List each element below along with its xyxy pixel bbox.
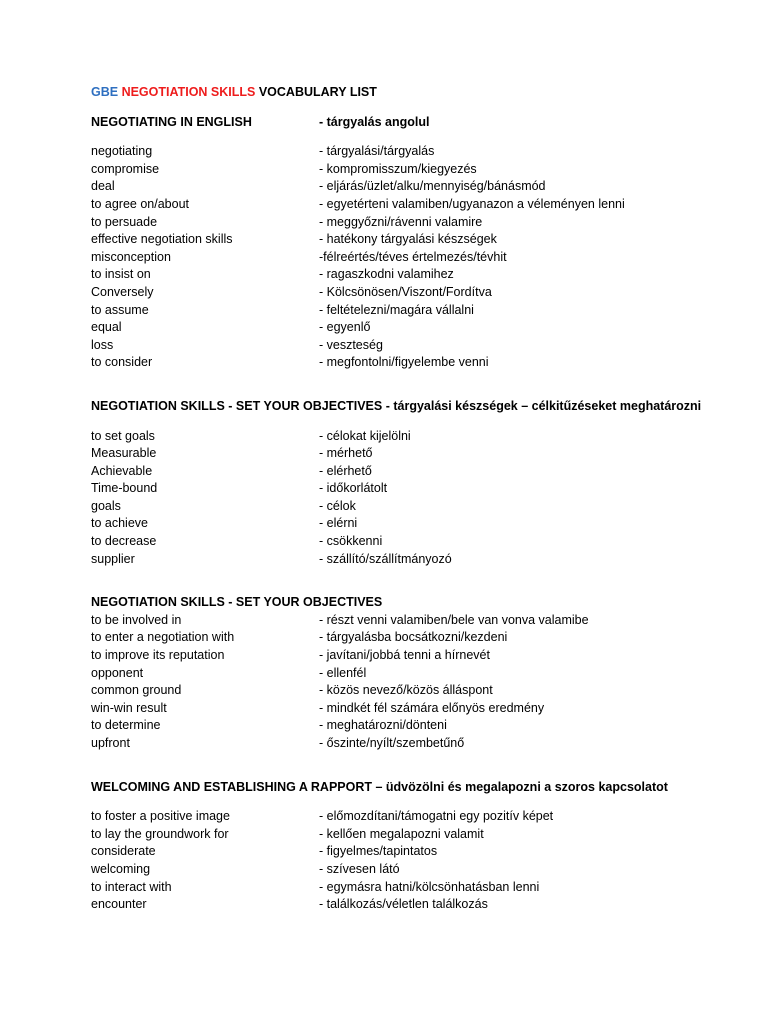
vocab-term-en: equal — [91, 320, 122, 335]
vocab-row — [91, 428, 731, 446]
vocab-term-en: encounter — [91, 897, 147, 912]
vocab-term-hu: - egyetérteni valamiben/ugyanazon a véleményen lenni — [319, 196, 625, 211]
vocab-row — [91, 735, 731, 753]
vocab-row — [91, 682, 731, 700]
title-gbe: GBE — [91, 85, 122, 99]
vocab-term-en: to interact with — [91, 879, 172, 894]
vocab-term-hu: - tárgyalásba bocsátkozni/kezdeni — [319, 630, 508, 645]
vocab-list — [91, 808, 731, 914]
vocab-term-hu: - mérhető — [319, 446, 373, 461]
vocab-term-en: negotiating — [91, 144, 153, 159]
vocab-term-hu: - ellenfél — [319, 665, 367, 680]
section-heading — [91, 114, 731, 132]
vocab-term-hu: - kellően megalapozni valamit — [319, 826, 484, 841]
vocab-row — [91, 178, 731, 196]
vocab-term-en: deal — [91, 179, 115, 194]
vocab-term-en: welcoming — [91, 861, 151, 876]
vocab-term-en: win-win result — [91, 700, 167, 715]
vocab-term-en: to persuade — [91, 214, 158, 229]
vocab-term-hu: - feltételezni/magára vállalni — [319, 302, 474, 317]
vocab-row — [91, 861, 731, 879]
vocab-term-en: common ground — [91, 683, 182, 698]
vocab-term-hu: - időkorlátolt — [319, 481, 388, 496]
vocab-term-en: loss — [91, 337, 114, 352]
vocab-term-en: misconception — [91, 249, 171, 264]
vocab-term-en: to consider — [91, 355, 153, 370]
vocab-term-hu: - csökkenni — [319, 534, 383, 549]
vocab-term-en: considerate — [91, 844, 156, 859]
section-set-objectives-2 — [91, 594, 731, 752]
vocab-term-hu: - elérhető — [319, 463, 372, 478]
vocab-row — [91, 612, 731, 630]
vocab-row — [91, 231, 731, 249]
section-welcoming-rapport — [91, 779, 731, 914]
vocab-row — [91, 879, 731, 897]
vocab-term-hu: - találkozás/véletlen találkozás — [319, 897, 488, 912]
vocab-term-en: to agree on/about — [91, 196, 189, 211]
vocab-term-hu: - javítani/jobbá tenni a hírnevét — [319, 648, 490, 663]
vocab-term-hu: - célok — [319, 498, 356, 513]
vocab-term-hu: - közös nevező/közös álláspont — [319, 683, 493, 698]
section-heading: NEGOTIATION SKILLS - SET YOUR OBJECTIVES — [91, 595, 383, 610]
vocab-list — [91, 612, 731, 753]
vocab-term-en: to lay the groundwork for — [91, 826, 229, 841]
section-set-objectives-1 — [91, 398, 731, 568]
vocab-row — [91, 445, 731, 463]
vocab-term-en: compromise — [91, 161, 160, 176]
vocab-row — [91, 700, 731, 718]
vocab-term-en: to improve its reputation — [91, 648, 225, 663]
title-negotiation-skills: NEGOTIATION SKILLS — [121, 85, 259, 99]
vocab-row — [91, 647, 731, 665]
vocab-row — [91, 629, 731, 647]
vocab-row — [91, 665, 731, 683]
vocab-term-en: to insist on — [91, 267, 151, 282]
vocab-term-hu: - Kölcsönösen/Viszont/Fordítva — [319, 284, 492, 299]
vocab-row — [91, 196, 731, 214]
vocab-term-en: to assume — [91, 302, 149, 317]
vocab-term-en: goals — [91, 498, 121, 513]
vocab-row — [91, 480, 731, 498]
vocab-term-hu: - célokat kijelölni — [319, 428, 411, 443]
vocab-term-hu: - tárgyalási/tárgyalás — [319, 144, 435, 159]
vocab-term-en: to enter a negotiation with — [91, 630, 235, 645]
vocab-term-en: opponent — [91, 665, 144, 680]
vocab-term-hu: - szívesen látó — [319, 861, 400, 876]
section-negotiating-in-english — [91, 114, 731, 372]
title-vocabulary-list: VOCABULARY LIST — [258, 85, 377, 99]
vocab-term-en: to determine — [91, 718, 161, 733]
vocab-row — [91, 498, 731, 516]
vocab-term-hu: - előmozdítani/támogatni egy pozitív képet — [319, 809, 554, 824]
vocab-term-hu: - figyelmes/tapintatos — [319, 844, 438, 859]
vocab-row — [91, 533, 731, 551]
section-heading: NEGOTIATION SKILLS - SET YOUR OBJECTIVES - tárgyalási készségek – célkitűzéseket meghatározni — [91, 398, 702, 413]
vocab-row — [91, 515, 731, 533]
vocab-term-hu: - ragaszkodni valamihez — [319, 267, 454, 282]
vocab-term-en: to foster a positive image — [91, 809, 230, 824]
vocab-term-hu: - veszteség — [319, 337, 383, 352]
vocab-term-hu: - meggyőzni/rávenni valamire — [319, 214, 483, 229]
vocab-term-hu: - hatékony tárgyalási készségek — [319, 232, 497, 247]
vocab-row — [91, 284, 731, 302]
vocab-term-en: to set goals — [91, 428, 155, 443]
vocab-row — [91, 843, 731, 861]
vocab-row — [91, 214, 731, 232]
vocab-term-en: effective negotiation skills — [91, 232, 233, 247]
vocab-term-hu: -félreértés/téves értelmezés/tévhit — [319, 249, 507, 264]
vocab-term-en: Time-bound — [91, 481, 158, 496]
vocab-term-en: upfront — [91, 736, 130, 750]
vocab-term-en: Conversely — [91, 284, 154, 299]
vocab-term-hu: - mindkét fél számára előnyös eredmény — [319, 700, 545, 715]
vocab-row — [91, 266, 731, 284]
vocab-term-hu: - kompromisszum/kiegyezés — [319, 161, 477, 176]
vocab-row — [91, 143, 731, 161]
vocab-term-hu: - szállító/szállítmányozó — [319, 551, 452, 566]
vocab-term-en: Achievable — [91, 463, 153, 478]
vocab-row — [91, 717, 731, 735]
vocab-row — [91, 808, 731, 826]
vocab-row — [91, 896, 731, 914]
section-heading-hu: - tárgyalás angolul — [319, 114, 430, 129]
vocab-row — [91, 463, 731, 481]
vocab-term-hu: - őszinte/nyílt/szembetűnő — [319, 736, 465, 750]
vocab-term-hu: - részt venni valamiben/bele van vonva valamibe — [319, 612, 589, 627]
vocab-row — [91, 161, 731, 179]
vocab-row — [91, 302, 731, 320]
section-heading-en: NEGOTIATING IN ENGLISH — [91, 114, 252, 129]
vocab-row — [91, 337, 731, 355]
document-title — [91, 84, 731, 102]
vocab-term-hu: - egymásra hatni/kölcsönhatásban lenni — [319, 879, 540, 894]
vocab-row — [91, 826, 731, 844]
vocab-term-hu: - egyenlő — [319, 320, 371, 335]
vocab-term-hu: - megfontolni/figyelembe venni — [319, 355, 489, 370]
vocab-row — [91, 249, 731, 267]
vocab-term-hu: - meghatározni/dönteni — [319, 718, 447, 733]
vocab-row — [91, 551, 731, 569]
vocab-term-en: to be involved in — [91, 612, 182, 627]
section-heading: WELCOMING AND ESTABLISHING A RAPPORT – üdvözölni és megalapozni a szoros kapcsolatot — [91, 779, 668, 794]
vocab-term-en: to decrease — [91, 534, 157, 549]
vocab-list — [91, 143, 731, 372]
vocab-term-en: to achieve — [91, 516, 148, 531]
vocab-list — [91, 428, 731, 569]
vocab-term-en: Measurable — [91, 446, 157, 461]
document-page — [91, 84, 731, 914]
vocab-term-hu: - elérni — [319, 516, 358, 531]
vocab-row — [91, 354, 731, 372]
vocab-term-en: supplier — [91, 551, 135, 566]
vocab-term-hu: - eljárás/üzlet/alku/mennyiség/bánásmód — [319, 179, 546, 194]
vocab-row — [91, 319, 731, 337]
